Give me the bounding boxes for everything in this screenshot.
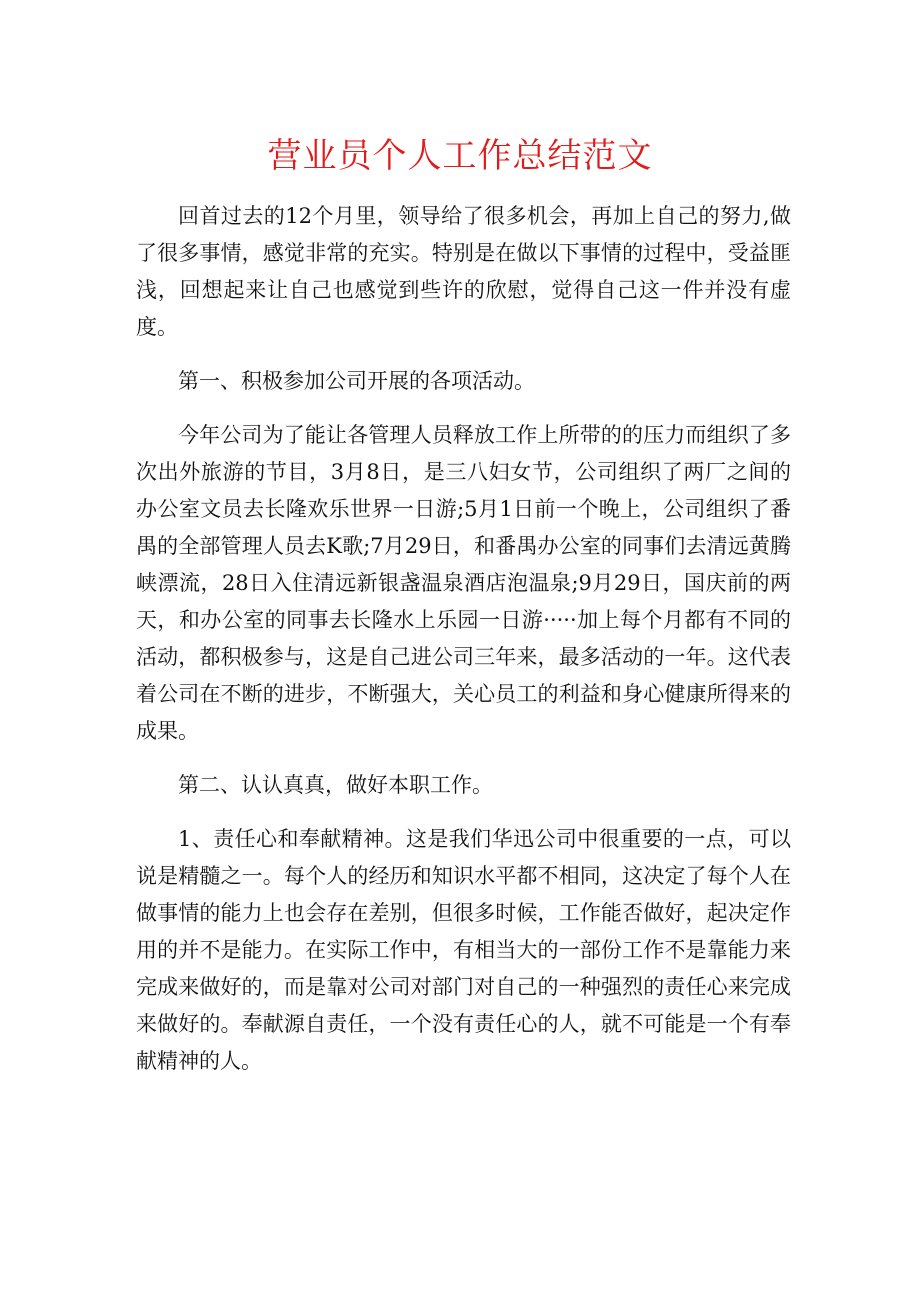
section-heading-2: 第二、认认真真，做好本职工作。 (178, 773, 493, 797)
paragraph-activities: 今年公司为了能让各管理人员释放工作上所带的的压力而组织了多次出外旅游的节目，3月8日，是三八妇女节，公司组织了两厂之间的办公室文员去长隆欢乐世界一日游;5月1日前一个晚上，公司组织了番禺的全部管理人员去K歌;7月29日，和番禺办公室的同事们去清远黄腾峡漂流，28日入住清远新银盏温泉酒店泡温泉;9月29日，国庆前的两天，和办公室的同事去长隆水上乐园一日游·····加上每个月都有不同的活动，都积极参与，这是自己进公司三年来，最多活动的一年。这代表着公司在不断的进步，不断强大，关心员工的利益和身心健康所得来的成果。 (136, 423, 791, 743)
paragraph-intro: 回首过去的12个月里，领导给了很多机会，再加上自己的努力,做了很多事情，感觉非常的充实。特别是在做以下事情的过程中，受益匪浅，回想起来让自己也感觉到些许的欣慰，觉得自己这一件并没有虚度。 (136, 204, 791, 339)
document-body (136, 198, 791, 1097)
document-title: 营业员个人工作总结范文 (267, 136, 653, 176)
section-heading-1: 第一、积极参加公司开展的各项活动。 (178, 369, 535, 393)
paragraph-responsibility: 1、责任心和奉献精神。这是我们华迅公司中很重要的一点，可以说是精髓之一。每个人的经历和知识水平都不相同，这决定了每个人在做事情的能力上也会存在差别，但很多时候，工作能否做好，起决定作用的并不是能力。在实际工作中，有相当大的一部份工作不是靠能力来完成来做好的，而是靠对公司对部门对自己的一种强烈的责任心来完成来做好的。奉献源自责任，一个没有责任心的人，就不可能是一个有奉献精神的人。 (136, 827, 791, 1073)
